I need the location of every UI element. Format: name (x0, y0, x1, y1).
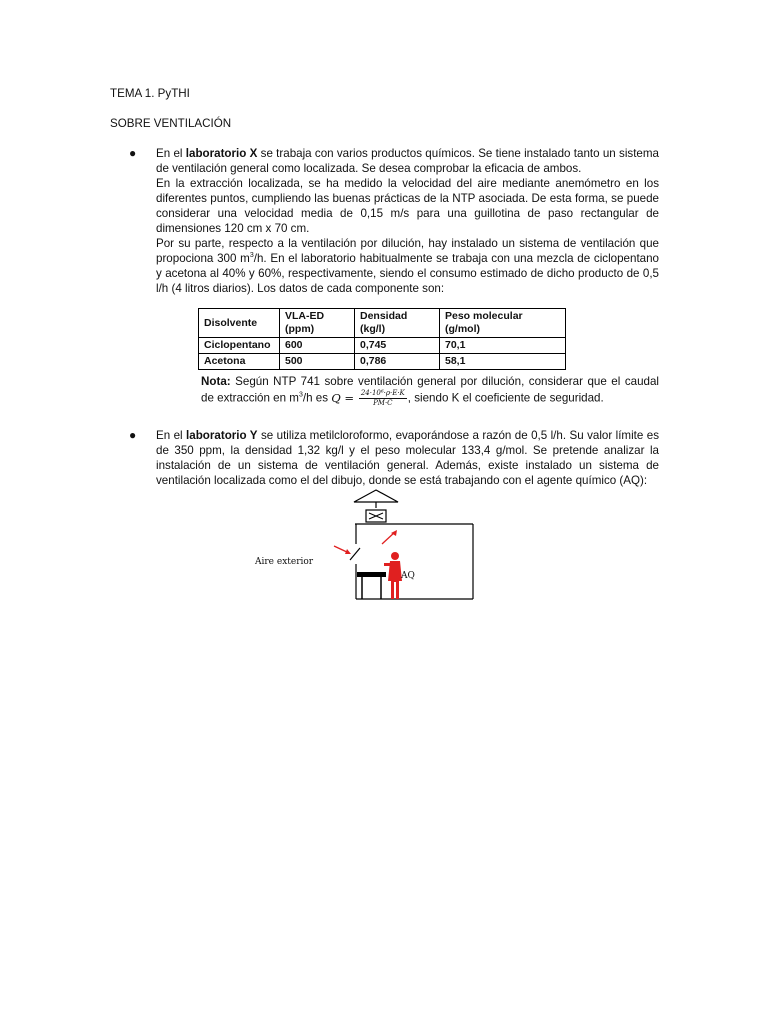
column-header: VLA-ED (ppm) (280, 309, 355, 338)
bold-lab-name: laboratorio Y (186, 429, 258, 442)
formula-denominator: PM·C (373, 399, 393, 407)
bullet-marker: ● (129, 146, 137, 160)
paragraph-intro (156, 146, 659, 176)
text-span: se utiliza metilcloroformo, evaporándose a razón de 0,5 l/h. Su valor límite es de 350 ppm, la densidad 1,32 kg/l y el peso molecular 133,4 g/mol. Se pretende analizar la instalación de un sistema de ventilación general. Además, existe instalado un sistema de ventilación localizada como el del dibujo, donde se está trabajando con el agente químico (AQ): (156, 429, 659, 487)
table-cell: 0,745 (355, 338, 440, 354)
note-block (201, 374, 659, 408)
components-table (198, 308, 566, 370)
document-title: TEMA 1. PyTHI (110, 87, 190, 100)
column-header: Peso molecular (g/mol) (440, 309, 566, 338)
table-cell: 600 (280, 338, 355, 354)
worker-figure (384, 552, 402, 599)
paragraph-lab-y (156, 428, 659, 488)
diagram-svg (250, 488, 480, 603)
text-span: Según NTP 741 sobre ventilación general por dilución, considerar que el caudal de extracción en m (201, 375, 659, 405)
table-cell: 0,786 (355, 354, 440, 370)
text-span: Por su parte, respecto a la ventilación por dilución, hay instalado un sistema de ventilación que propociona 300 m (156, 237, 659, 265)
paragraph-extraction: En la extracción localizada, se ha medido la velocidad del aire mediante anemómetro en los diferentes puntos, cumpliendo las buenas prácticas de la NTP asociada. De esta forma, se puede considerar una velocidad media de 0,15 m/s para una guillotina de paso rectangular de dimensiones 120 cm x 70 cm. (156, 177, 659, 235)
table-row (199, 338, 566, 354)
bullet-laboratorio-x (129, 146, 659, 296)
paragraph-dilution (156, 236, 659, 296)
section-heading: SOBRE VENTILACIÓN (110, 117, 232, 130)
superscript: 3 (249, 252, 254, 260)
lab-table (357, 572, 386, 577)
bullet-laboratorio-y (129, 428, 659, 488)
bold-lab-name: laboratorio X (185, 147, 258, 160)
table-cell: Ciclopentano (199, 338, 280, 354)
table-cell: 70,1 (440, 338, 566, 354)
table-cell: 500 (280, 354, 355, 370)
label-air-exterior: Aire exterior (255, 557, 314, 567)
ventilation-diagram (250, 488, 480, 603)
table-row (199, 354, 566, 370)
note-label: Nota: (201, 375, 231, 388)
table-cell: Acetona (199, 354, 280, 370)
formula-lhs: Q = (331, 390, 355, 405)
label-agent-aq: AQ (401, 571, 415, 581)
note-text (201, 374, 659, 408)
text-span: se trabaja con varios productos químicos. Se tiene instalado tanto un sistema de ventilación general como localizada. Se desea comprobar la eficacia de ambos. (156, 147, 659, 175)
hood-roof-shape (354, 490, 398, 502)
column-header: Disolvente (199, 309, 280, 338)
text-span: , siendo K el coeficiente de seguridad. (407, 391, 604, 405)
text-span: /h. En el laboratorio habitualmente se trabaja con una mezcla de ciclopentano y acetona al 40% y 60%, respectivamente, siendo el consumo estimado de dicho producto de 0,5 l/h (4 litros diarios). Los datos de cada componente son: (156, 252, 660, 295)
formula-numerator: 24·10⁶·ρ·E·K (360, 389, 405, 397)
text-span: En el (156, 147, 186, 160)
superscript: 3 (298, 391, 303, 399)
bullet-marker: ● (129, 428, 137, 442)
column-header: Densidad (kg/l) (355, 309, 440, 338)
formula-fraction (359, 389, 407, 408)
text-span: En el (156, 429, 187, 442)
window-louver (350, 548, 360, 560)
table-header-row (199, 309, 566, 338)
table-cell: 58,1 (440, 354, 566, 370)
text-span: /h es (302, 391, 332, 405)
formula (331, 391, 408, 405)
